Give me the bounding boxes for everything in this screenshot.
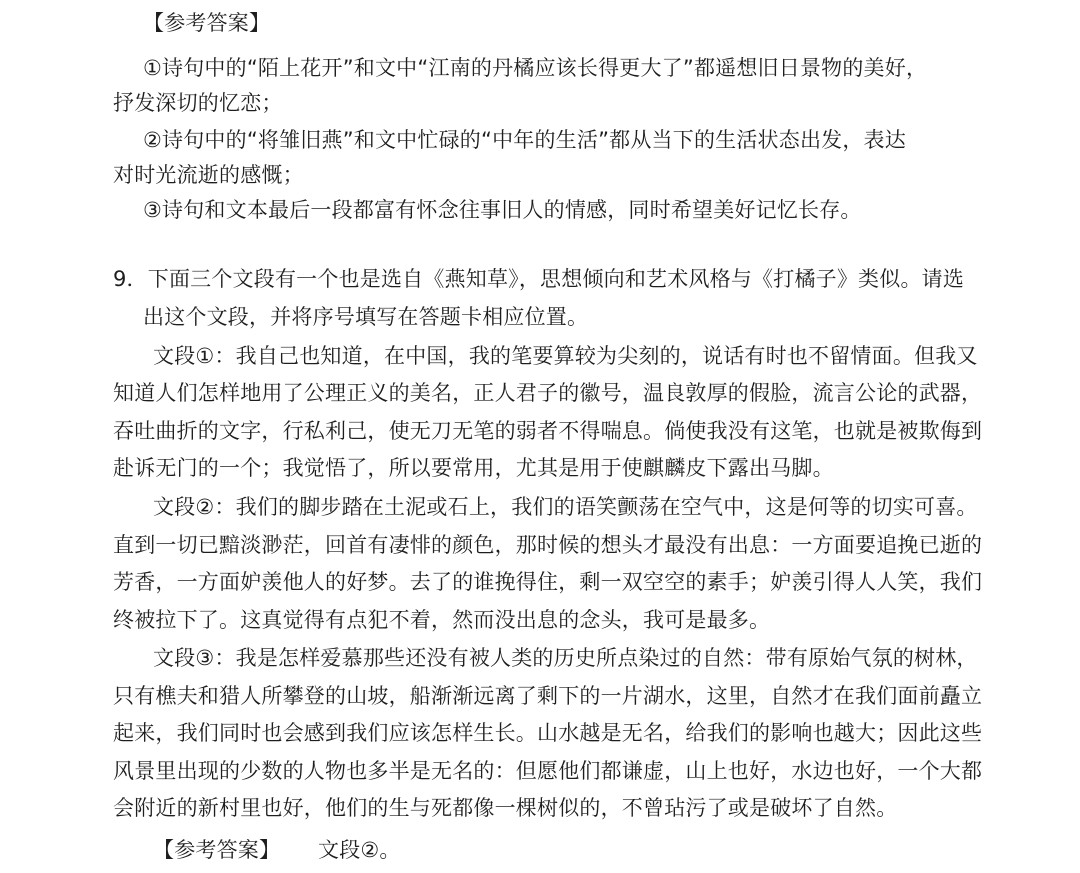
answer-point-1-line-2: 抒发深切的忆恋； (113, 91, 283, 115)
passage-3-line-5: 会附近的新村里也好，他们的生与死都像一棵树似的，不曾玷污了或是破坏了自然。 (113, 796, 898, 820)
question-9-line-2: 出这个文段，并将序号填写在答题卡相应位置。 (143, 305, 589, 329)
passage-3-line-2: 只有樵夫和猎人所攀登的山坡，船渐渐远离了剩下的一片湖水，这里，自然才在我们面前矗立 (113, 684, 983, 708)
answer-label: 【参考答案】 (143, 11, 271, 35)
answer-point-3-line-1: ③诗句和文本最后一段都富有怀念往事旧人的情感，同时希望美好记忆长存。 (143, 198, 862, 222)
passage-2-line-1: 文段②：我们的脚步踏在土泥或石上，我们的语笑颤荡在空气中，这是何等的切实可喜。 (153, 495, 978, 519)
answer-point-2-line-2: 对时光流逝的感慨； (113, 163, 304, 187)
passage-2-line-2: 直到一切已黯淡渺茫，回首有凄悱的颜色，那时候的想头才最没有出息：一方面要追挽已逝的 (113, 533, 983, 557)
passage-2-line-3: 芳香，一方面妒羡他人的好梦。去了的谁挽得住，剩一双空空的素手；妒羡引得人人笑，我们 (113, 570, 983, 594)
passage-1-line-1: 文段①：我自己也知道，在中国，我的笔要算较为尖刻的，说话有时也不留情面。但我又 (153, 344, 978, 368)
answer-point-1-line-1: ①诗句中的“陌上花开”和文中“江南的丹橘应该长得更大了”都遥想旧日景物的美好， (143, 56, 928, 80)
question-9-line-1: 9．下面三个文段有一个也是选自《燕知草》，思想倾向和艺术风格与《打橘子》类似。请选 (113, 267, 965, 291)
passage-1-line-2: 知道人们怎样地用了公理正义的美名，正人君子的徽号，温良敦厚的假脸，流言公论的武器， (113, 381, 983, 405)
passage-3-line-3: 起来，我们同时也会感到我们应该怎样生长。山水越是无名，给我们的影响也越大；因此这些 (113, 721, 983, 745)
passage-1-line-3: 吞吐曲折的文字，行私利己，使无刀无笔的弱者不得喘息。倘使我没有这笔，也就是被欺侮到 (113, 419, 983, 443)
final-answer-label: 【参考答案】 (153, 838, 281, 862)
passage-1-line-4: 赴诉无门的一个；我觉悟了，所以要常用，尤其是用于使麒麟皮下露出马脚。 (113, 456, 834, 480)
final-answer-value: 文段②。 (318, 838, 401, 862)
passage-2-line-4: 终被拉下了。这真觉得有点犯不着，然而没出息的念头，我可是最多。 (113, 608, 771, 632)
answer-point-2-line-1: ②诗句中的“将雏旧燕”和文中忙碌的“中年的生活”都从当下的生活状态出发，表达 (143, 128, 906, 152)
passage-3-line-1: 文段③：我是怎样爱慕那些还没有被人类的历史所点染过的自然：带有原始气氛的树林， (153, 646, 978, 670)
passage-3-line-4: 风景里出现的少数的人物也多半是无名的：但愿他们都谦虚，山上也好，水边也好，一个大都 (113, 759, 983, 783)
